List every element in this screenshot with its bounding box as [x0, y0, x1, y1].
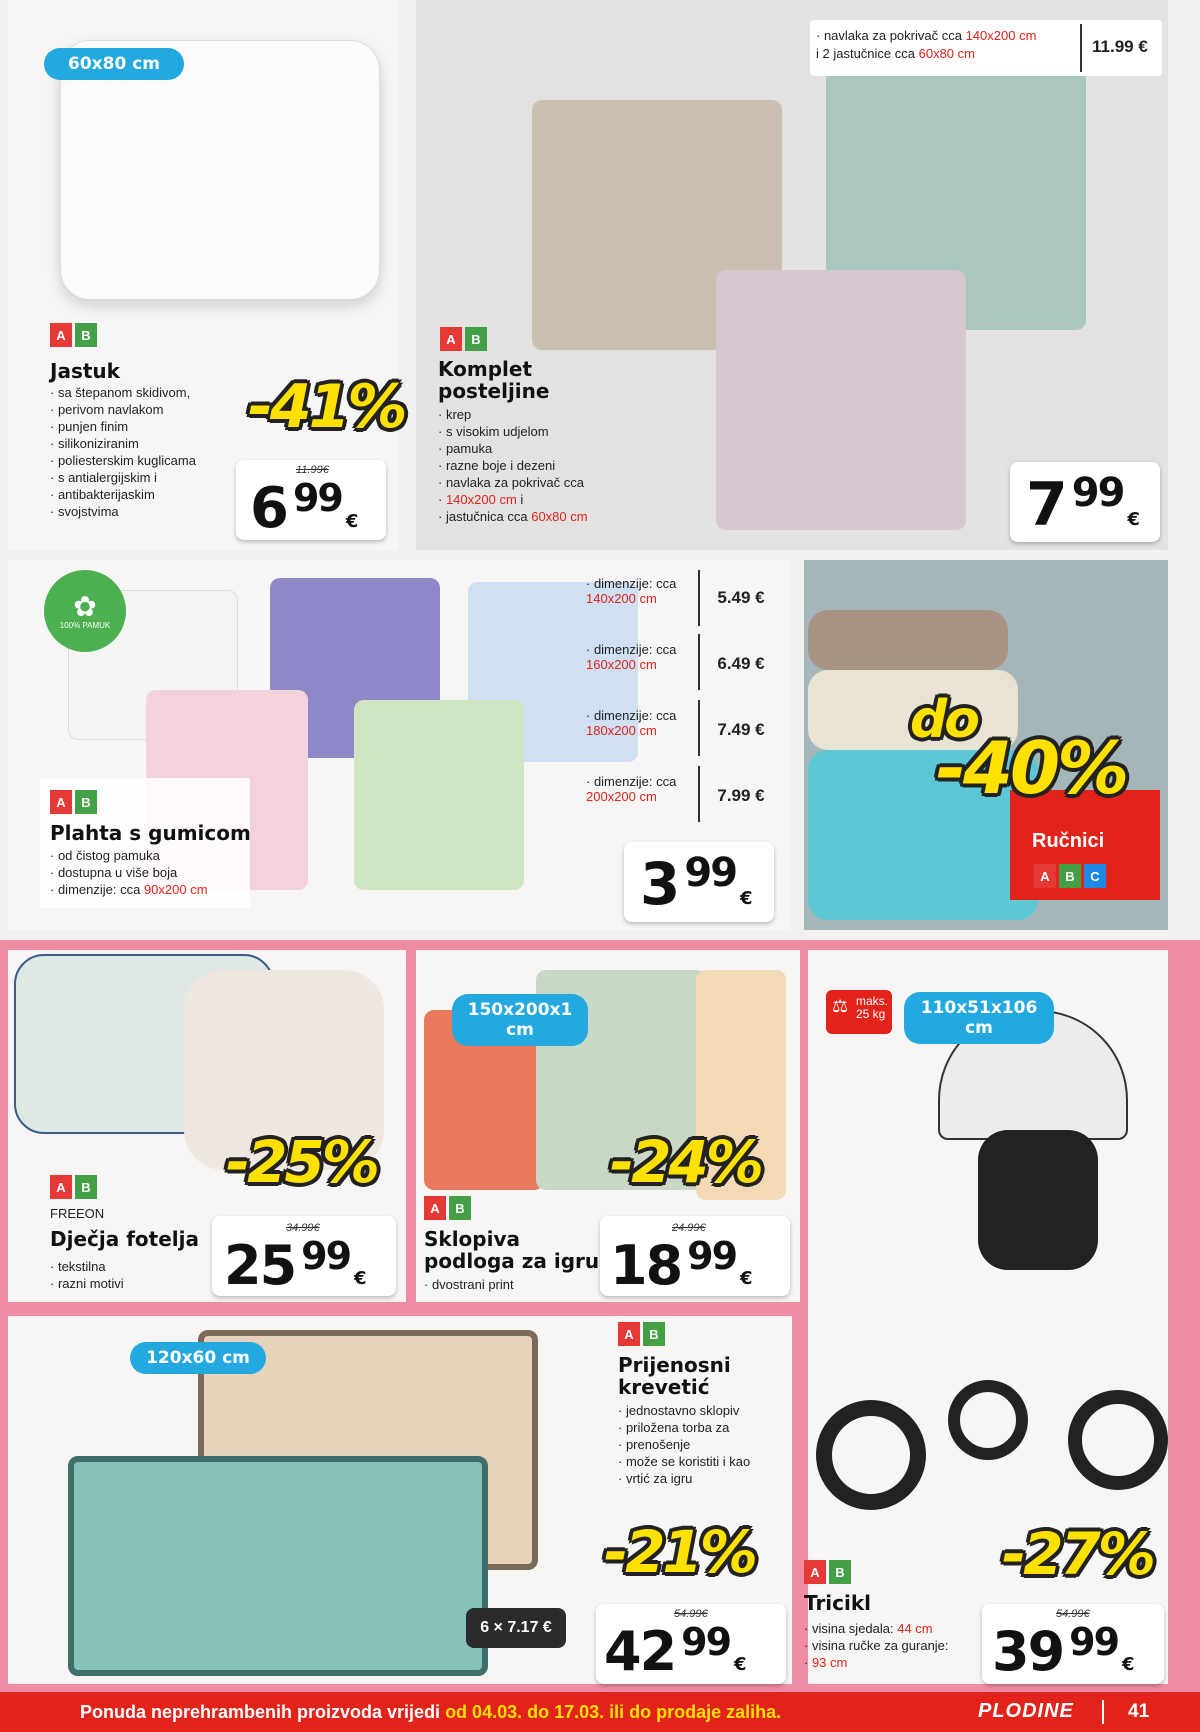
size-text: 44 cm — [897, 1621, 933, 1636]
dim-label: · dimenzije: cca — [586, 708, 677, 723]
bullet: · vrtić za igru — [618, 1470, 788, 1487]
chair-title: Dječja fotelja — [50, 1227, 199, 1251]
note-text: · navlaka za pokrivač cca — [816, 28, 966, 43]
crib-eco-badges — [618, 1322, 665, 1346]
bedding-note-line2 — [816, 46, 975, 61]
bullet: · priložena torba za — [618, 1419, 788, 1436]
trike-title: Tricikl — [804, 1591, 872, 1615]
chair-brand: FREEON — [50, 1206, 105, 1221]
pillow-old-price: 11.99€ — [296, 464, 329, 476]
dim-row — [586, 576, 676, 606]
bullet: · može se koristiti i kao — [618, 1453, 788, 1470]
currency: € — [740, 1268, 753, 1289]
dim-price: 7.99 € — [717, 786, 765, 805]
page-number: 41 — [1128, 1701, 1150, 1722]
bedding-note-box — [810, 20, 1162, 76]
validity-dates: od 04.03. do 17.03. ili do prodaje zaliha. — [445, 1702, 782, 1722]
currency: € — [1127, 509, 1140, 530]
dim-size: 180x200 cm — [586, 723, 657, 738]
eco-badge-b: B — [75, 1175, 97, 1199]
bullet: · razni motivi — [50, 1275, 124, 1292]
eco-badge-b: B — [75, 323, 97, 347]
dim-divider — [698, 700, 700, 756]
text: jastučnica cca — [445, 509, 532, 524]
pillow-eco-badges — [50, 323, 97, 347]
mat-size-pill: 150x200x1 cm — [452, 994, 588, 1046]
trike-wheel-small — [948, 1380, 1028, 1460]
eco-badge-a: A — [424, 1196, 446, 1220]
note-text: i 2 jastučnice cca — [816, 46, 919, 61]
towels-title: Ručnici — [1032, 830, 1105, 852]
title-line: podloga za igru — [424, 1249, 600, 1273]
mat-title — [424, 1228, 599, 1272]
mat-bullets — [424, 1276, 514, 1293]
trike-discount: -27% — [1002, 1520, 1153, 1588]
bedding-bullets — [438, 406, 638, 525]
title-line: krevetić — [618, 1375, 710, 1399]
mat-old-price: 24.99€ — [672, 1222, 706, 1234]
bullet — [50, 881, 260, 898]
bullet: · od čistog pamuka — [50, 847, 260, 864]
title-line: Prijenosni — [618, 1353, 731, 1377]
pillow-discount: -41% — [248, 372, 405, 442]
dim-row — [586, 642, 676, 672]
bullet: · s visokim udjelom — [438, 423, 638, 440]
trike-wheel-front — [1068, 1390, 1168, 1490]
bullet: · prenošenje — [618, 1436, 788, 1453]
eco-badge-a: A — [618, 1322, 640, 1346]
bullet: · perivom navlakom — [50, 401, 230, 418]
dim-label: · dimenzije: cca — [586, 576, 677, 591]
footer-brand-logo: PLODINE — [978, 1700, 1074, 1722]
price-integer: 42 — [604, 1620, 676, 1683]
bullet: · antibakterijaskim — [50, 486, 230, 503]
bedding-image-lilac — [716, 270, 966, 530]
title-line: Komplet — [438, 357, 533, 381]
pillow-bullets — [50, 384, 230, 520]
mat-discount: -24% — [610, 1128, 761, 1196]
eco-badge-a: A — [804, 1560, 826, 1584]
crib-installments: 6 × 7.17 € — [466, 1608, 566, 1648]
price-decimal: 99 — [687, 1234, 737, 1278]
crib-discount: -21% — [604, 1518, 755, 1586]
eco-badge-b: B — [643, 1322, 665, 1346]
weight-icon: ⚖ — [832, 996, 849, 1016]
price-decimal: 99 — [684, 850, 737, 896]
text: visina ručke za guranje: — [811, 1638, 949, 1653]
sheet-dims-table — [580, 568, 780, 830]
eco-badge-a: A — [1034, 864, 1056, 888]
towels-do-label: do — [910, 690, 977, 750]
cotton-badge — [44, 570, 126, 652]
dim-label: · dimenzije: cca — [586, 642, 677, 657]
text: visina sjedala: — [811, 1621, 898, 1636]
currency: € — [354, 1268, 367, 1289]
trike-seat-image — [978, 1130, 1098, 1270]
dim-size: 140x200 cm — [586, 591, 657, 606]
bedding-note-line1 — [816, 28, 1036, 43]
note-size: 60x80 cm — [918, 46, 975, 61]
trike-price — [992, 1620, 1135, 1683]
currency: € — [740, 888, 753, 909]
bullet: · pamuka — [438, 440, 638, 457]
currency: € — [734, 1654, 747, 1675]
footer-divider — [1102, 1700, 1104, 1724]
dim-size: 200x200 cm — [586, 789, 657, 804]
bullet: · navlaka za pokrivač cca — [438, 474, 638, 491]
bedding-price — [1026, 470, 1140, 540]
dim-row — [586, 774, 676, 804]
bullet: · s antialergijskim i — [50, 469, 230, 486]
validity-prefix: Ponuda neprehrambenih proizvoda vrijedi — [80, 1702, 446, 1722]
price-integer: 7 — [1026, 470, 1066, 540]
note-divider — [1080, 24, 1082, 72]
eco-badge-a: A — [50, 323, 72, 347]
bullet — [804, 1654, 984, 1671]
dim-divider — [698, 570, 700, 626]
footer-bar — [0, 1692, 1200, 1732]
footer-validity-text — [80, 1702, 781, 1723]
bullet: · silikoniziranim — [50, 435, 230, 452]
sheet-price — [640, 850, 753, 918]
bullet — [438, 491, 638, 508]
chair-discount: -25% — [226, 1128, 377, 1196]
price-decimal: 99 — [1069, 1620, 1119, 1664]
dim-label: · dimenzije: cca — [586, 774, 677, 789]
bullet: · punjen finim — [50, 418, 230, 435]
eco-badge-b: B — [75, 790, 97, 814]
eco-badge-a: A — [50, 1175, 72, 1199]
sheet-bullets — [50, 847, 260, 898]
bullet — [804, 1637, 984, 1654]
crib-size-pill: 120x60 cm — [130, 1342, 266, 1374]
trike-bullets — [804, 1620, 984, 1671]
trike-eco-badges — [804, 1560, 851, 1584]
title-line: Sklopiva — [424, 1227, 521, 1251]
trike-max-weight-badge — [826, 990, 892, 1034]
note-size: 140x200 cm — [965, 28, 1037, 43]
chair-eco-badges — [50, 1175, 97, 1199]
price-integer: 25 — [224, 1234, 296, 1297]
towels-discount: -40% — [936, 726, 1127, 810]
eco-badge-a: A — [440, 327, 462, 351]
bedding-eco-badges — [440, 327, 487, 351]
eco-badge-b: B — [449, 1196, 471, 1220]
bedding-title — [438, 358, 549, 402]
sheet-eco-badges — [50, 790, 97, 814]
dim-size: 160x200 cm — [586, 657, 657, 672]
price-decimal: 99 — [681, 1620, 731, 1664]
crib-price — [604, 1620, 747, 1683]
eco-badge-b: B — [1059, 864, 1081, 888]
eco-badge-a: A — [50, 790, 72, 814]
towels-eco-badges — [1034, 864, 1106, 888]
price-decimal: 99 — [301, 1234, 351, 1278]
bullet: · dvostrani print — [424, 1276, 514, 1293]
size-text: 140x200 cm — [445, 492, 517, 507]
dim-price: 7.49 € — [717, 720, 765, 739]
eco-badge-b: B — [829, 1560, 851, 1584]
eco-badge-c: C — [1084, 864, 1106, 888]
mat-eco-badges — [424, 1196, 471, 1220]
title-line: posteljine — [438, 379, 550, 403]
dim-divider — [698, 766, 700, 822]
price-integer: 39 — [992, 1620, 1064, 1683]
cotton-badge-text: 100% PAMUK — [59, 620, 111, 630]
chair-price — [224, 1234, 367, 1297]
dim-row — [586, 708, 676, 738]
cotton-icon: ✿ — [73, 590, 97, 622]
trike-old-price: 54.99€ — [1056, 1608, 1090, 1620]
size-text: 93 cm — [811, 1655, 848, 1670]
crib-old-price: 54.99€ — [674, 1608, 708, 1620]
pillow-price — [250, 476, 358, 541]
dim-price: 6.49 € — [717, 654, 765, 673]
bullet: · jednostavno sklopiv — [618, 1402, 788, 1419]
bullet — [438, 508, 638, 525]
max-label: maks. — [856, 994, 889, 1008]
bullet: · krep — [438, 406, 638, 423]
max-value: 25 kg — [856, 1007, 886, 1021]
trike-size-pill: 110x51x106 cm — [904, 992, 1054, 1044]
currency: € — [1122, 1654, 1135, 1675]
chair-bullets — [50, 1258, 124, 1292]
price-integer: 3 — [640, 850, 679, 918]
size-text: 90x200 cm — [143, 882, 208, 897]
text: i — [516, 492, 524, 507]
price-decimal: 99 — [1071, 470, 1124, 516]
trike-wheel-back — [816, 1400, 926, 1510]
bullet: · poliesterskim kuglicama — [50, 452, 230, 469]
bullet: · sa štepanom skidivom, — [50, 384, 230, 401]
currency: € — [345, 511, 359, 532]
towel-image-brown — [808, 610, 1008, 670]
bullet: · dostupna u više boja — [50, 864, 260, 881]
crib-title — [618, 1354, 731, 1398]
crib-bullets — [618, 1402, 788, 1487]
mat-price — [610, 1234, 753, 1297]
chair-old-price: 34.99€ — [286, 1222, 320, 1234]
price-integer: 6 — [250, 476, 287, 541]
price-decimal: 99 — [292, 476, 342, 520]
dim-divider — [698, 634, 700, 690]
size-text: 60x80 cm — [531, 509, 588, 524]
bullet: · razne boje i dezeni — [438, 457, 638, 474]
pillow-title: Jastuk — [50, 359, 120, 383]
sheet-title: Plahta s gumicom — [50, 821, 251, 845]
bullet: · tekstilna — [50, 1258, 124, 1275]
pillow-size-pill: 60x80 cm — [44, 48, 184, 80]
bedding-note-price: 11.99 € — [1092, 37, 1148, 56]
bullet — [804, 1620, 984, 1637]
eco-badge-b: B — [465, 327, 487, 351]
price-integer: 18 — [610, 1234, 682, 1297]
sheet-image-green — [354, 700, 524, 890]
bullet: · svojstvima — [50, 503, 230, 520]
dim-price: 5.49 € — [717, 588, 765, 607]
text: dimenzije: cca — [57, 882, 144, 897]
crib-image-teal — [68, 1456, 488, 1676]
